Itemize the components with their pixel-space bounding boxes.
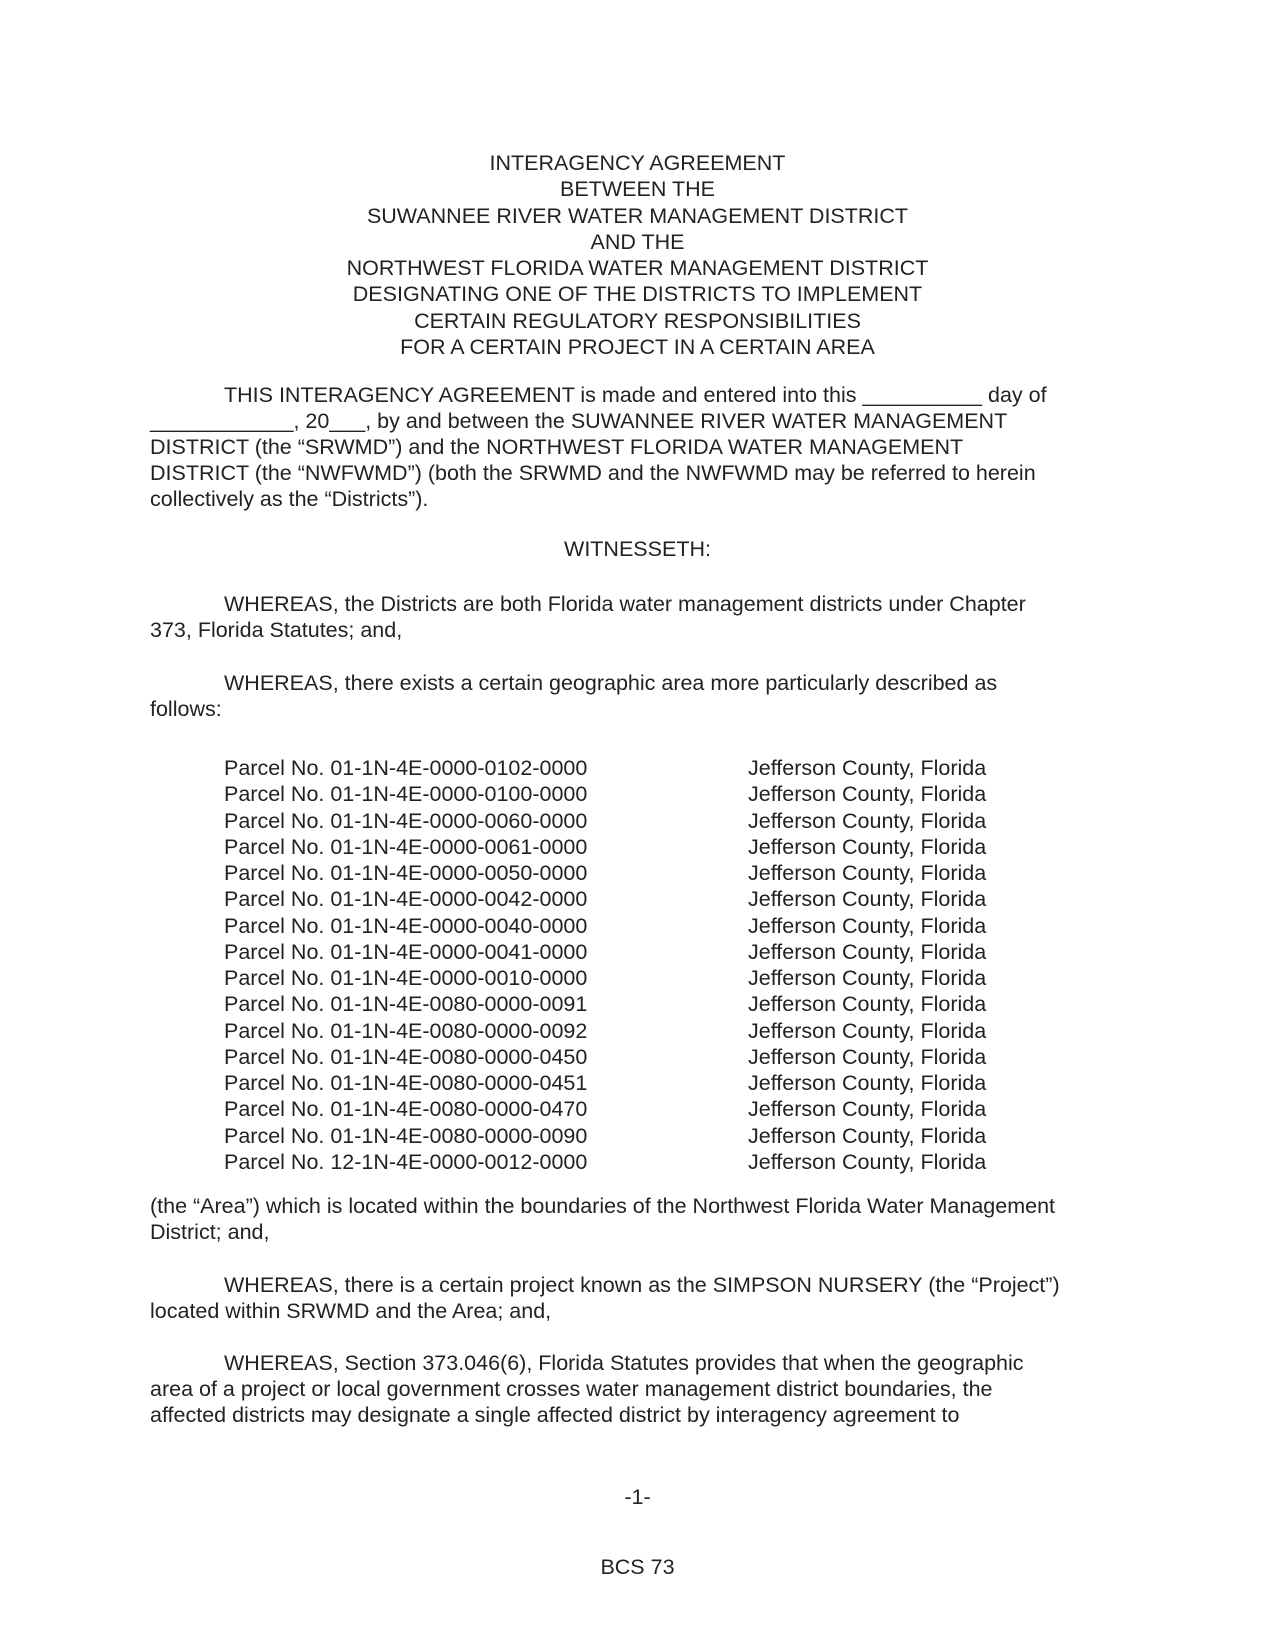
intro-line: ____________, 20___, by and between the SUWANNEE RIVER WATER MANAGEMENT bbox=[150, 409, 1008, 433]
intro-line: collectively as the “Districts”). bbox=[150, 487, 429, 511]
parcel-county: Jefferson County, Florida bbox=[748, 1044, 987, 1069]
parcel-county: Jefferson County, Florida bbox=[748, 782, 987, 807]
parcel-county: Jefferson County, Florida bbox=[748, 1149, 987, 1174]
title-line: CERTAIN REGULATORY RESPONSIBILITIES bbox=[414, 308, 861, 333]
parcel-number: Parcel No. 01-1N-4E-0080-0000-0470 bbox=[224, 1097, 588, 1122]
whereas-paragraph-2 bbox=[150, 670, 1130, 722]
parcel-row bbox=[224, 1070, 1124, 1096]
area-line: District; and, bbox=[150, 1220, 270, 1244]
parcel-row bbox=[224, 939, 1124, 965]
whereas-line: located within SRWMD and the Area; and, bbox=[150, 1299, 552, 1323]
whereas-line: WHEREAS, there exists a certain geographic area more particularly described as bbox=[224, 671, 998, 695]
title-line: NORTHWEST FLORIDA WATER MANAGEMENT DISTRICT bbox=[346, 256, 929, 281]
parcel-county: Jefferson County, Florida bbox=[748, 992, 987, 1017]
parcel-row bbox=[224, 755, 1124, 781]
parcel-list bbox=[224, 755, 1124, 1175]
parcel-county: Jefferson County, Florida bbox=[748, 939, 987, 964]
parcel-county: Jefferson County, Florida bbox=[748, 861, 987, 885]
parcel-county: Jefferson County, Florida bbox=[748, 1018, 987, 1043]
parcel-number: Parcel No. 01-1N-4E-0080-0000-0090 bbox=[224, 1123, 588, 1148]
parcel-row bbox=[224, 1096, 1124, 1122]
parcel-row bbox=[224, 781, 1124, 807]
parcel-row bbox=[224, 1044, 1124, 1070]
parcel-county: Jefferson County, Florida bbox=[748, 1123, 987, 1148]
area-line: (the “Area”) which is located within the boundaries of the Northwest Florida Water Management bbox=[150, 1194, 1056, 1218]
parcel-row bbox=[224, 1018, 1124, 1044]
parcel-row bbox=[224, 860, 1124, 886]
parcel-row bbox=[224, 886, 1124, 912]
parcel-number: Parcel No. 01-1N-4E-0000-0050-0000 bbox=[224, 861, 588, 885]
intro-line: DISTRICT (the “NWFWMD”) (both the SRWMD and the NWFWMD may be referred to herein bbox=[150, 461, 1036, 485]
parcel-number: Parcel No. 01-1N-4E-0000-0102-0000 bbox=[224, 756, 588, 780]
intro-paragraph bbox=[150, 382, 1130, 512]
parcel-number: Parcel No. 01-1N-4E-0000-0041-0000 bbox=[224, 939, 588, 964]
parcel-number: Parcel No. 01-1N-4E-0000-0010-0000 bbox=[224, 966, 588, 990]
whereas-line: follows: bbox=[150, 697, 222, 721]
parcel-county: Jefferson County, Florida bbox=[748, 834, 987, 859]
whereas-line: affected districts may designate a single affected district by interagency agreement to bbox=[150, 1403, 960, 1427]
area-paragraph bbox=[150, 1193, 1130, 1245]
whereas-line: WHEREAS, Section 373.046(6), Florida Statutes provides that when the geographic bbox=[224, 1351, 1024, 1375]
title-line: BETWEEN THE bbox=[560, 177, 715, 202]
parcel-number: Parcel No. 12-1N-4E-0000-0012-0000 bbox=[224, 1149, 588, 1174]
parcel-row bbox=[224, 834, 1124, 860]
parcel-number: Parcel No. 01-1N-4E-0000-0061-0000 bbox=[224, 834, 588, 859]
footer-code: BCS 73 bbox=[600, 1555, 675, 1579]
parcel-number: Parcel No. 01-1N-4E-0000-0060-0000 bbox=[224, 808, 588, 833]
agreement-title bbox=[0, 150, 1275, 360]
parcel-county: Jefferson County, Florida bbox=[748, 1097, 987, 1122]
parcel-county: Jefferson County, Florida bbox=[748, 966, 987, 990]
parcel-row bbox=[224, 1149, 1124, 1175]
parcel-row bbox=[224, 808, 1124, 834]
parcel-number: Parcel No. 01-1N-4E-0000-0100-0000 bbox=[224, 782, 588, 807]
intro-line: DISTRICT (the “SRWMD”) and the NORTHWEST FLORIDA WATER MANAGEMENT bbox=[150, 435, 964, 459]
parcel-number: Parcel No. 01-1N-4E-0000-0040-0000 bbox=[224, 913, 588, 938]
title-line: DESIGNATING ONE OF THE DISTRICTS TO IMPLEMENT bbox=[352, 282, 923, 307]
parcel-row bbox=[224, 913, 1124, 939]
whereas-line: WHEREAS, the Districts are both Florida water management districts under Chapter bbox=[224, 592, 1026, 616]
parcel-row bbox=[224, 1123, 1124, 1149]
parcel-number: Parcel No. 01-1N-4E-0080-0000-0451 bbox=[224, 1071, 588, 1095]
whereas-paragraph-4 bbox=[150, 1350, 1130, 1428]
whereas-paragraph-1 bbox=[150, 591, 1130, 643]
title-line: FOR A CERTAIN PROJECT IN A CERTAIN AREA bbox=[400, 335, 875, 360]
parcel-number: Parcel No. 01-1N-4E-0080-0000-0450 bbox=[224, 1044, 588, 1069]
parcel-county: Jefferson County, Florida bbox=[748, 887, 987, 912]
parcel-number: Parcel No. 01-1N-4E-0080-0000-0092 bbox=[224, 1018, 588, 1043]
title-line: SUWANNEE RIVER WATER MANAGEMENT DISTRICT bbox=[366, 203, 909, 228]
whereas-line: area of a project or local government crosses water management district boundaries, the bbox=[150, 1377, 993, 1401]
parcel-number: Parcel No. 01-1N-4E-0000-0042-0000 bbox=[224, 887, 588, 912]
parcel-county: Jefferson County, Florida bbox=[748, 1071, 987, 1095]
parcel-row bbox=[224, 991, 1124, 1017]
whereas-line: WHEREAS, there is a certain project known as the SIMPSON NURSERY (the “Project”) bbox=[224, 1273, 1060, 1297]
parcel-row bbox=[224, 965, 1124, 991]
page-number: -1- bbox=[624, 1485, 651, 1509]
parcel-county: Jefferson County, Florida bbox=[748, 913, 987, 938]
parcel-county: Jefferson County, Florida bbox=[748, 808, 987, 833]
witnesseth-heading: WITNESSETH: bbox=[564, 537, 711, 561]
title-line: INTERAGENCY AGREEMENT bbox=[489, 151, 786, 175]
whereas-paragraph-3 bbox=[150, 1272, 1130, 1324]
title-line: AND THE bbox=[590, 229, 685, 254]
whereas-line: 373, Florida Statutes; and, bbox=[150, 618, 403, 642]
parcel-county: Jefferson County, Florida bbox=[748, 756, 987, 780]
parcel-number: Parcel No. 01-1N-4E-0080-0000-0091 bbox=[224, 992, 588, 1017]
intro-line: THIS INTERAGENCY AGREEMENT is made and entered into this __________ day of bbox=[224, 383, 1047, 407]
